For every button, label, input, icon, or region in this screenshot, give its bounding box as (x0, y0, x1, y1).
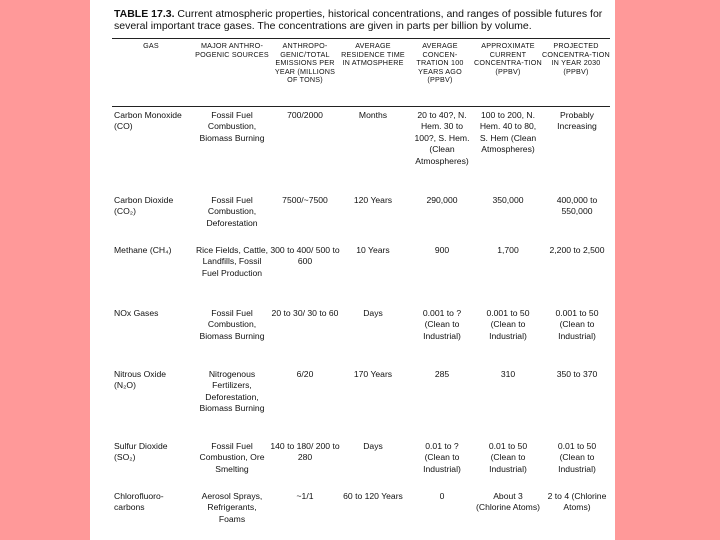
header-residence: AVERAGE RESIDENCE TIME IN ATMOSPHERE (341, 41, 405, 68)
cell-past: 0.001 to ? (Clean to Industrial) (422, 308, 462, 341)
cell-sources: Rice Fields, Cattle, Landfills, Fossil Fuel Production (195, 245, 269, 278)
cell-gas: Nitrous Oxide (N₂O) (114, 369, 167, 391)
cell-past: 900 (434, 245, 450, 255)
cell-gas: Sulfur Dioxide (SO₂) (114, 441, 168, 463)
cell-sources: Fossil Fuel Combustion, Deforestation (206, 195, 258, 228)
header-projected: PROJECTED CONCENTRA-TION IN YEAR 2030 (PPBV) (542, 41, 610, 76)
cell-residence: 120 Years (353, 195, 393, 205)
cell-emissions: ~1/1 (296, 491, 314, 501)
cell-current: 100 to 200, N. Hem. 40 to 80, S. Hem (Clean Atmospheres) (479, 110, 537, 155)
header-bottom-rule (112, 106, 610, 107)
header-sources: MAJOR ANTHRO-POGENIC SOURCES (195, 41, 269, 59)
header-top-rule (112, 38, 610, 39)
cell-current: 350,000 (492, 195, 524, 205)
cell-residence: 170 Years (353, 369, 393, 379)
cell-current: 0.01 to 50 (Clean to Industrial) (488, 441, 528, 474)
cell-residence: Days (363, 308, 383, 318)
table-label: TABLE 17.3. (114, 8, 175, 20)
cell-gas: NOx Gases (114, 308, 159, 318)
cell-projected: 400,000 to 550,000 (556, 195, 598, 217)
cell-gas: Chlorofluoro-carbons (114, 491, 164, 513)
cell-emissions: 6/20 (296, 369, 314, 379)
header-emissions: ANTHROPO-GENIC/TOTAL EMISSIONS PER YEAR (MILLIONS OF TONS) (274, 41, 336, 85)
cell-projected: 350 to 370 (556, 369, 598, 379)
table-caption-text: Current atmospheric properties, historical concentrations, and ranges of possible futures for several important trace gases. The concentrations are given in parts per billion by volume. (114, 8, 603, 32)
cell-past: 0.01 to ? (Clean to Industrial) (423, 441, 461, 474)
cell-emissions: 140 to 180/ 200 to 280 (270, 441, 340, 463)
table-caption (114, 8, 610, 32)
cell-residence: 10 Years (356, 245, 390, 255)
cell-residence: Months (358, 110, 388, 120)
cell-sources: Aerosol Sprays, Refrigerants, Foams (201, 491, 263, 524)
cell-sources: Nitrogenous Fertilizers, Deforestation, Biomass Burning (199, 369, 265, 414)
cell-past: 290,000 (426, 195, 458, 205)
cell-past: 20 to 40?, N. Hem. 30 to 100?, S. Hem. (Clean Atmospheres) (414, 110, 470, 166)
cell-sources: Fossil Fuel Combustion, Ore Smelting (199, 441, 265, 474)
cell-emissions: 7500/~7500 (282, 195, 328, 205)
cell-emissions: 300 to 400/ 500 to 600 (270, 245, 340, 267)
cell-projected: 2 to 4 (Chlorine Atoms) (547, 491, 607, 513)
cell-projected: Probably Increasing (557, 110, 597, 132)
header-current: APPROXIMATE CURRENT CONCENTRA-TION (PPBV) (474, 41, 542, 76)
header-gas: GAS (143, 41, 159, 50)
cell-past: 285 (434, 369, 450, 379)
table-page (90, 0, 615, 540)
cell-sources: Fossil Fuel Combustion, Biomass Burning (199, 308, 265, 341)
cell-residence: 60 to 120 Years (343, 491, 403, 501)
cell-projected: 0.01 to 50 (Clean to Industrial) (557, 441, 597, 474)
cell-projected: 0.001 to 50 (Clean to Industrial) (555, 308, 599, 341)
cell-current: 1,700 (497, 245, 519, 255)
cell-gas: Methane (CH₄) (114, 245, 172, 255)
cell-projected: 2,200 to 2,500 (549, 245, 605, 255)
cell-sources: Fossil Fuel Combustion, Biomass Burning (199, 110, 265, 143)
cell-current: About 3 (Chlorine Atoms) (476, 491, 540, 513)
cell-emissions: 700/2000 (287, 110, 323, 120)
cell-gas: Carbon Monoxide (CO) (114, 110, 182, 132)
cell-current: 310 (500, 369, 516, 379)
cell-gas: Carbon Dioxide (CO₂) (114, 195, 174, 217)
cell-current: 0.001 to 50 (Clean to Industrial) (486, 308, 530, 341)
cell-emissions: 20 to 30/ 30 to 60 (271, 308, 339, 318)
header-past: AVERAGE CONCEN-TRATION 100 YEARS AGO (PPBV) (416, 41, 464, 85)
cell-past: 0 (439, 491, 445, 501)
cell-residence: Days (363, 441, 383, 451)
